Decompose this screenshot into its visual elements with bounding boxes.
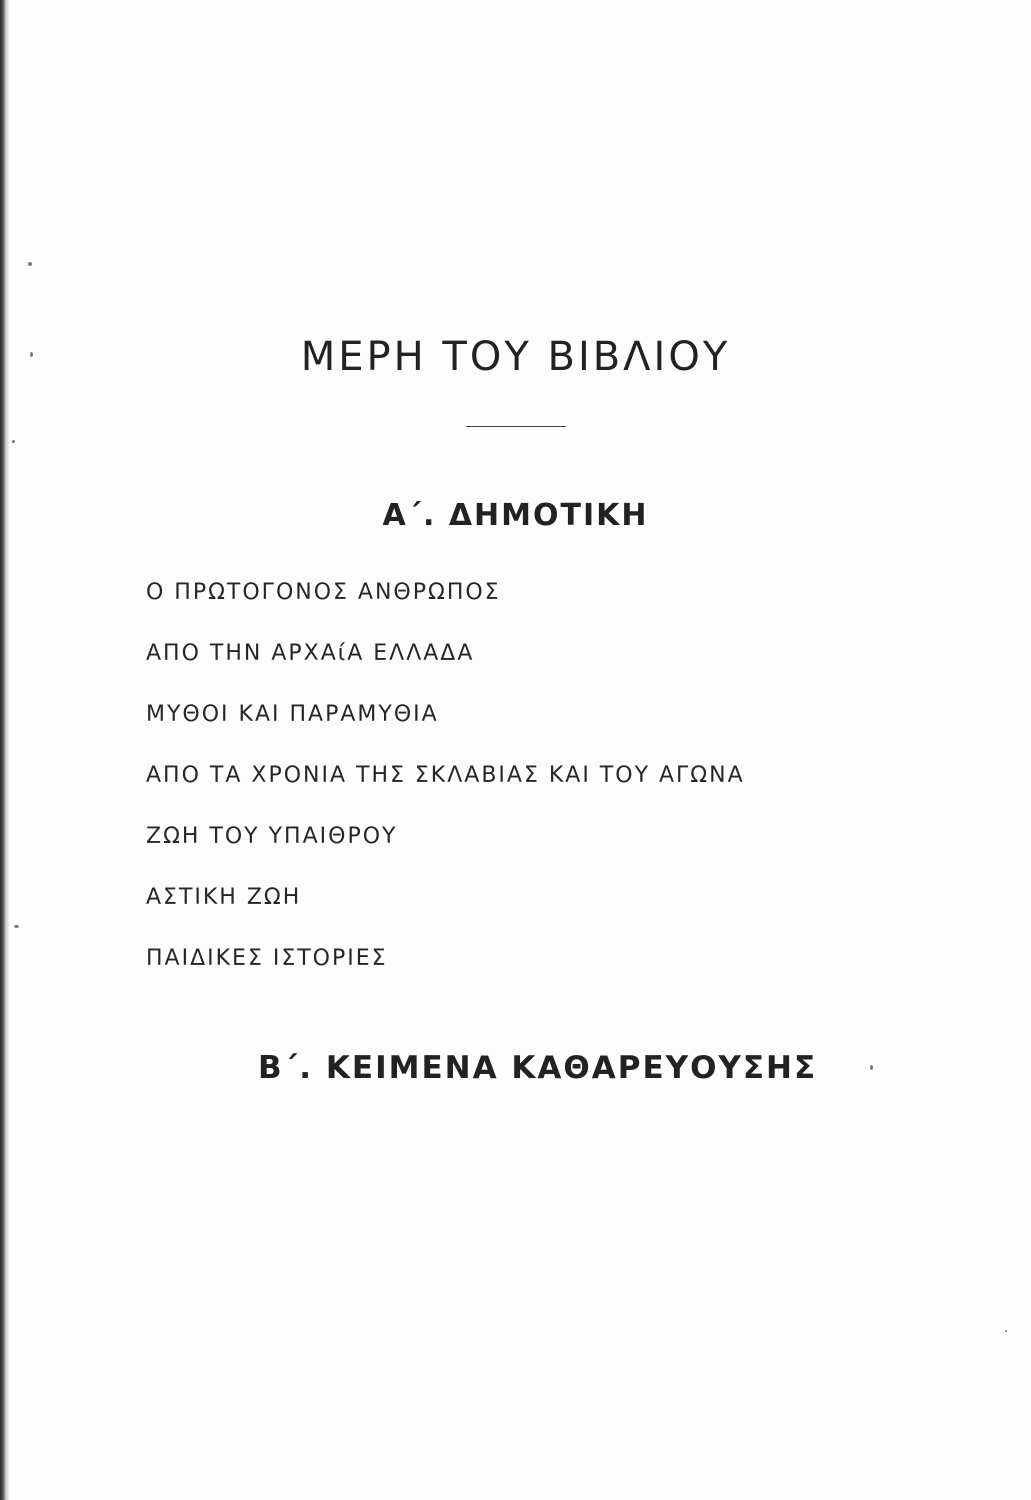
- contents-item: ΑΣΤΙΚΗ ΖΩΗ: [146, 885, 302, 910]
- section-b-heading: Β΄. ΚΕΙΜΕΝΑ ΚΑΘΑΡΕΥΟΥΣΗΣ: [258, 1050, 818, 1086]
- paper-speck: [14, 925, 19, 928]
- contents-item: Ο ΠΡΩΤΟΓΟΝΟΣ ΑΝΘΡΩΠΟΣ: [146, 580, 501, 605]
- contents-item: ΑΠΟ ΤΗΝ ΑΡΧΑίΑ ΕΛΛΑΔΑ: [146, 641, 475, 666]
- contents-item: ΑΠΟ ΤΑ ΧΡΟΝΙΑ ΤΗΣ ΣΚΛΑΒΙΑΣ ΚΑΙ ΤΟΥ ΑΓΩΝΑ: [146, 763, 745, 788]
- paper-speck: [1005, 1330, 1007, 1332]
- section-a-contents: [146, 578, 745, 1005]
- title-divider: [466, 426, 566, 427]
- contents-item: ΠΑΙΔΙΚΕΣ ΙΣΤΟΡΙΕΣ: [146, 946, 388, 971]
- paper-speck: [870, 1065, 873, 1070]
- binding-edge: [0, 0, 10, 1500]
- contents-item: ΖΩΗ ΤΟΥ ΥΠΑΙΘΡΟΥ: [146, 824, 398, 849]
- contents-item: ΜΥΘΟΙ ΚΑΙ ΠΑΡΑΜΥΘΙΑ: [146, 702, 439, 727]
- paper-speck: [28, 262, 32, 266]
- paper-speck: [12, 440, 15, 443]
- page-title: ΜΕΡΗ ΤΟΥ ΒΙΒΛΙΟΥ: [300, 334, 731, 380]
- section-a-heading: Α΄. ΔΗΜΟΤΙΚΗ: [382, 498, 649, 533]
